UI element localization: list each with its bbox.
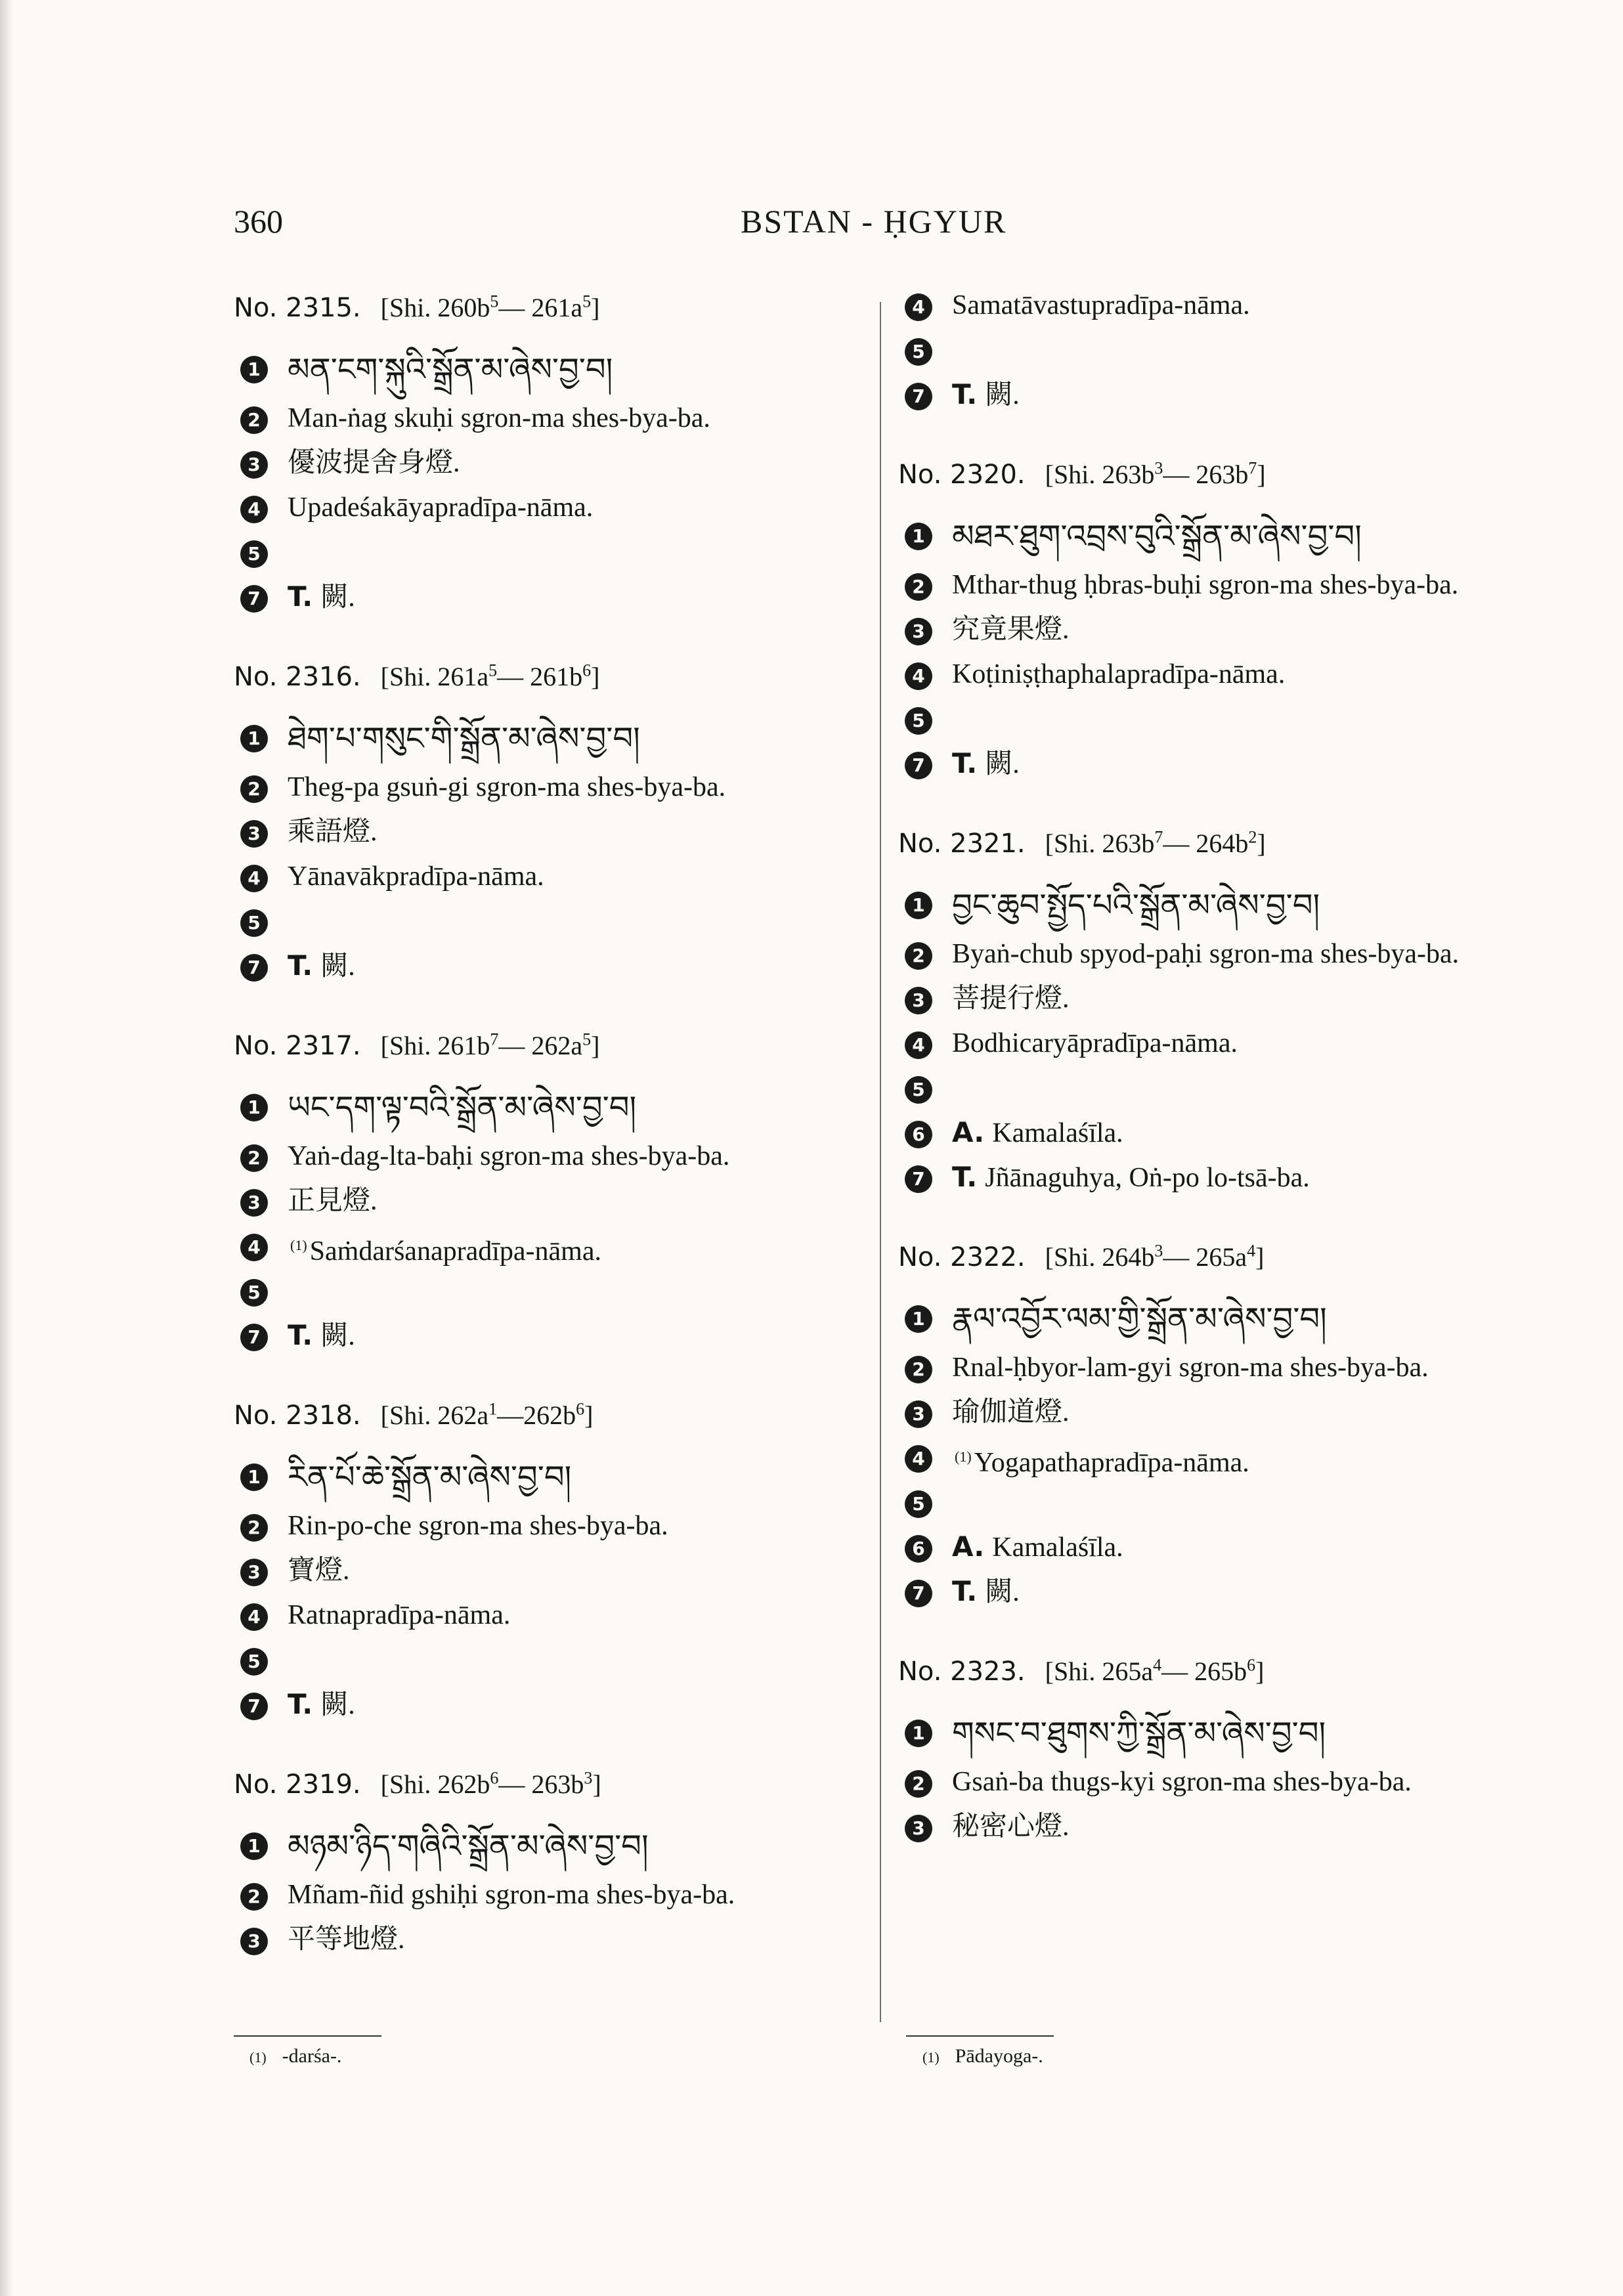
footnote-rule-left — [234, 2035, 381, 2037]
field-row — [898, 1068, 1542, 1113]
folio-text: — 263b — [1163, 460, 1249, 489]
folio-line-superscript: 2 — [1248, 827, 1257, 847]
field-value — [288, 1506, 668, 1546]
field-number-7: 7 — [240, 954, 268, 982]
field-row — [898, 1024, 1542, 1068]
folio-text: — 265a — [1163, 1242, 1247, 1272]
field-row — [898, 1348, 1542, 1393]
field-number-1: 1 — [905, 1720, 932, 1747]
page-edge-shadow — [0, 0, 13, 2296]
field-value — [288, 1551, 350, 1590]
entry-number: No. 2321. — [898, 829, 1026, 859]
folio-text: ] — [1257, 460, 1266, 489]
field-row — [234, 812, 890, 857]
field-row — [234, 946, 890, 991]
catalogue-entry — [898, 828, 1542, 1202]
entry-number: No. 2320. — [898, 460, 1026, 490]
field-value — [288, 577, 355, 617]
folio-line-superscript: 6 — [582, 661, 592, 680]
field-row — [234, 1316, 890, 1360]
field-number-3: 3 — [240, 820, 268, 848]
field-row — [234, 1920, 890, 1964]
entry-number: No. 2315. — [234, 293, 361, 323]
catalogue-entry — [234, 292, 890, 622]
field-value — [952, 1572, 1020, 1612]
field-number-4: 4 — [905, 1445, 932, 1473]
entry-heading — [898, 828, 1542, 867]
folio-line-superscript: 3 — [1154, 1241, 1163, 1261]
field-value — [288, 443, 460, 483]
field-number-7: 7 — [905, 1165, 932, 1193]
field-row — [898, 1483, 1542, 1527]
field-row — [898, 699, 1542, 744]
field-row-tibetan — [234, 1817, 890, 1875]
tibetan-title: མན་ངག་སྐུའི་སྒྲོན་མ་ཞེས་བྱ་བ། — [288, 351, 613, 388]
field-number-7: 7 — [905, 1580, 932, 1607]
folio-text: [Shi. 263b — [1045, 829, 1155, 858]
entry-number: No. 2322. — [898, 1242, 1026, 1272]
footnote-right — [922, 2045, 1043, 2068]
field-text: Yānavākpradīpa-nāma. — [288, 861, 544, 892]
catalogue-entry — [898, 1242, 1542, 1616]
field-text: Saṁdarśanapradīpa-nāma. — [309, 1236, 601, 1267]
folio-text: ] — [1255, 1242, 1265, 1272]
field-number-3: 3 — [905, 1815, 932, 1842]
field-text: 闕. — [320, 951, 355, 982]
field-number-4: 4 — [905, 662, 932, 690]
field-number-7: 7 — [240, 585, 268, 613]
catalogue-entry — [234, 661, 890, 991]
field-value — [952, 655, 1285, 694]
field-number-5: 5 — [240, 540, 268, 568]
role-letter: T. — [952, 747, 978, 779]
field-row — [898, 375, 1542, 420]
field-value — [288, 812, 378, 852]
field-row — [898, 1437, 1542, 1483]
running-title: BSTAN - ḤGYUR — [741, 203, 1007, 240]
field-text: Theg-pa gsuṅ-gi sgron-ma shes-bya-ba. — [288, 772, 726, 802]
field-row — [234, 399, 890, 443]
field-number-7: 7 — [905, 752, 932, 779]
field-text: 闕. — [985, 1577, 1020, 1607]
folio-text: — 261b — [497, 662, 583, 691]
footnote-number: (1) — [922, 2049, 940, 2066]
field-row — [234, 901, 890, 946]
field-number-3: 3 — [905, 618, 932, 645]
field-row-tibetan — [234, 1079, 890, 1137]
field-value — [288, 768, 725, 807]
field-row — [898, 1527, 1542, 1572]
field-text: Yaṅ-dag-lta-baḥi sgron-ma shes-bya-ba. — [288, 1141, 730, 1171]
right-column — [898, 292, 1542, 1891]
field-text: Samatāvastupradīpa-nāma. — [952, 290, 1250, 320]
field-text: Mthar-thug ḥbras-buḥi sgron-ma shes-bya-ba. — [952, 570, 1459, 600]
field-row — [898, 1572, 1542, 1616]
field-row — [234, 1685, 890, 1729]
field-number-5: 5 — [905, 1490, 932, 1518]
field-value — [952, 1762, 1412, 1802]
tibetan-title: རིན་པོ་ཆེ་སྒྲོན་མ་ཞེས་བྱ་བ། — [288, 1459, 572, 1496]
folio-text: [Shi. 262a — [380, 1400, 489, 1430]
field-number-6: 6 — [905, 1535, 932, 1563]
field-value — [288, 857, 544, 896]
role-letter: A. — [952, 1530, 985, 1563]
field-value — [952, 1348, 1429, 1387]
folio-line-superscript: 7 — [1154, 827, 1163, 847]
field-number-2: 2 — [905, 1356, 932, 1383]
field-text: 究竟果燈. — [952, 615, 1070, 645]
folio-line-superscript: 5 — [582, 1029, 592, 1049]
folio-reference — [1045, 828, 1266, 859]
field-number-5: 5 — [905, 338, 932, 366]
field-text: 闕. — [320, 582, 355, 613]
field-number-4: 4 — [240, 1234, 268, 1261]
entry-heading — [234, 1400, 890, 1439]
folio-line-superscript: 4 — [1153, 1655, 1162, 1675]
field-value — [288, 1316, 355, 1356]
entry-heading — [234, 1030, 890, 1070]
footnote-text: -darśa-. — [282, 2045, 342, 2067]
tibetan-title: ཡང་དག་ལྟ་བའི་སྒྲོན་མ་ཞེས་བྱ་བ། — [288, 1089, 637, 1126]
field-row — [898, 286, 1542, 330]
footnote-left — [249, 2045, 341, 2068]
entry-heading — [898, 1656, 1542, 1695]
field-row — [898, 1158, 1542, 1202]
field-text: Mñam-ñid gshiḥi sgron-ma shes-bya-ba. — [288, 1880, 735, 1910]
field-row — [234, 488, 890, 532]
field-number-3: 3 — [240, 1189, 268, 1217]
field-row — [898, 1762, 1542, 1807]
field-value — [288, 488, 593, 527]
field-number-2: 2 — [240, 775, 268, 803]
role-letter: T. — [288, 1319, 313, 1351]
field-text: Ratnapradīpa-nāma. — [288, 1600, 511, 1630]
tibetan-title: མཐར་ཐུག་འབྲས་བུའི་སྒྲོན་མ་ཞེས་བྱ་བ། — [952, 518, 1362, 555]
folio-text: [Shi. 261a — [380, 662, 489, 691]
field-text: Bodhicaryāpradīpa-nāma. — [952, 1028, 1238, 1058]
column-divider — [880, 302, 881, 2022]
field-row — [898, 1393, 1542, 1437]
field-value — [952, 934, 1459, 974]
footnote-marker: (1) — [290, 1237, 307, 1253]
field-number-1: 1 — [905, 892, 932, 919]
field-text: 寶燈. — [288, 1555, 350, 1586]
folio-text: [Shi. 260b — [380, 293, 490, 322]
folio-text: —262b — [497, 1400, 576, 1430]
role-letter: T. — [288, 949, 313, 982]
field-row — [234, 1137, 890, 1181]
field-value — [952, 1113, 1123, 1153]
field-number-4: 4 — [905, 293, 932, 321]
field-text: 優波提舍身燈. — [288, 448, 460, 478]
catalogue-entry — [234, 1030, 890, 1360]
folio-line-superscript: 5 — [488, 661, 498, 680]
tibetan-title: རྣལ་འབྱོར་ལམ་གྱི་སྒྲོན་མ་ཞེས་བྱ་བ། — [952, 1301, 1327, 1337]
field-value — [288, 1920, 405, 1959]
role-letter: T. — [288, 1688, 313, 1720]
folio-line-superscript: 6 — [576, 1399, 585, 1419]
field-number-5: 5 — [905, 707, 932, 735]
field-number-3: 3 — [240, 1559, 268, 1586]
field-number-3: 3 — [905, 1400, 932, 1428]
folio-text: — 261a — [498, 293, 583, 322]
field-number-4: 4 — [240, 865, 268, 892]
footnote-number: (1) — [249, 2049, 267, 2066]
field-text: 正見燈. — [288, 1186, 378, 1216]
folio-reference — [381, 1769, 601, 1800]
tibetan-title: ཐེག་པ་གསུང་གི་སྒྲོན་མ་ཞེས་བྱ་བ། — [288, 720, 640, 757]
field-row-tibetan — [898, 877, 1542, 934]
field-value — [288, 1226, 601, 1271]
field-value — [952, 1024, 1238, 1063]
field-number-6: 6 — [905, 1121, 932, 1148]
field-row — [898, 655, 1542, 699]
folio-text: [Shi. 261b — [380, 1031, 490, 1060]
folio-text: [Shi. 263b — [1045, 460, 1155, 489]
field-text: 闕. — [985, 380, 1020, 410]
folio-text: — 262a — [498, 1031, 583, 1060]
field-number-2: 2 — [240, 1883, 268, 1911]
field-text: 闕. — [320, 1321, 355, 1351]
folio-text: — 263b — [498, 1769, 584, 1799]
field-number-2: 2 — [240, 406, 268, 434]
entry-heading — [234, 1769, 890, 1808]
field-number-1: 1 — [240, 1832, 268, 1860]
field-value — [952, 1807, 1070, 1846]
footnote-text: Pādayoga-. — [955, 2045, 1043, 2067]
field-row-tibetan — [898, 1704, 1542, 1762]
field-text: 乘語燈. — [288, 817, 378, 847]
field-number-5: 5 — [240, 1648, 268, 1676]
field-value — [288, 1875, 735, 1915]
field-row — [234, 577, 890, 622]
field-number-2: 2 — [905, 1770, 932, 1798]
field-value — [952, 1393, 1070, 1432]
field-row — [234, 768, 890, 812]
field-row-tibetan — [234, 1448, 890, 1506]
field-number-5: 5 — [240, 1279, 268, 1307]
folio-text: ] — [591, 662, 600, 691]
field-row — [898, 330, 1542, 375]
field-row-tibetan — [898, 1290, 1542, 1348]
field-value — [288, 1181, 378, 1221]
field-row — [898, 979, 1542, 1024]
field-value — [952, 1158, 1310, 1198]
field-row — [234, 1551, 890, 1595]
entry-number: No. 2317. — [234, 1031, 361, 1061]
field-number-3: 3 — [240, 451, 268, 479]
folio-reference — [381, 1030, 600, 1061]
field-text: Kamalaśīla. — [992, 1118, 1123, 1148]
field-number-4: 4 — [240, 496, 268, 523]
field-number-1: 1 — [240, 725, 268, 752]
field-text: Koṭiniṣṭhaphalapradīpa-nāma. — [952, 659, 1286, 689]
field-number-2: 2 — [905, 573, 932, 601]
folio-line-superscript: 5 — [490, 292, 499, 311]
field-number-5: 5 — [905, 1076, 932, 1104]
catalogue-entry — [234, 1400, 890, 1729]
tibetan-title: གསང་བ་ཐུགས་ཀྱི་སྒྲོན་མ་ཞེས་བྱ་བ། — [952, 1715, 1326, 1752]
field-row — [234, 1595, 890, 1640]
field-row — [898, 1807, 1542, 1852]
entry-number: No. 2323. — [898, 1657, 1026, 1687]
role-letter: T. — [952, 1161, 978, 1193]
folio-reference — [1045, 1242, 1265, 1272]
entry-heading — [234, 661, 890, 701]
field-row — [898, 1113, 1542, 1158]
folio-reference — [1045, 459, 1266, 490]
field-row — [898, 744, 1542, 789]
field-text: Gsaṅ-ba thugs-kyi sgron-ma shes-bya-ba. — [952, 1767, 1412, 1797]
field-number-3: 3 — [905, 987, 932, 1014]
field-number-1: 1 — [240, 356, 268, 383]
field-row — [898, 565, 1542, 610]
field-value — [952, 610, 1070, 649]
folio-line-superscript: 6 — [490, 1768, 499, 1788]
field-number-2: 2 — [905, 942, 932, 970]
field-row — [234, 1506, 890, 1551]
catalogue-entry — [898, 459, 1542, 789]
field-number-1: 1 — [905, 523, 932, 550]
folio-line-superscript: 3 — [584, 1768, 593, 1788]
entry-number: No. 2316. — [234, 662, 361, 692]
folio-reference — [381, 1400, 594, 1431]
field-value — [288, 1137, 729, 1176]
left-column — [234, 292, 890, 2004]
field-number-2: 2 — [240, 1144, 268, 1172]
folio-text: [Shi. 264b — [1045, 1242, 1155, 1272]
folio-text: ] — [584, 1400, 594, 1430]
folio-text: ] — [591, 1031, 600, 1060]
catalogue-entry — [234, 1769, 890, 1964]
folio-reference — [381, 661, 600, 692]
field-number-1: 1 — [905, 1305, 932, 1333]
field-number-4: 4 — [240, 1603, 268, 1631]
field-text: 闕. — [320, 1690, 355, 1720]
field-number-7: 7 — [905, 383, 932, 410]
folio-text: ] — [592, 1769, 601, 1799]
field-number-1: 1 — [240, 1094, 268, 1121]
field-row-tibetan — [234, 341, 890, 399]
folio-text: [Shi. 262b — [380, 1769, 490, 1799]
role-letter: T. — [288, 580, 313, 613]
entry-heading — [898, 1242, 1542, 1281]
folio-line-superscript: 7 — [1248, 458, 1257, 478]
field-value — [288, 946, 355, 986]
field-row — [234, 1875, 890, 1920]
field-text: 瑜伽道燈. — [952, 1397, 1070, 1427]
footnote-marker: (1) — [955, 1448, 972, 1465]
field-value — [288, 399, 710, 438]
role-letter: T. — [952, 1575, 978, 1607]
field-text: Rnal-ḥbyor-lam-gyi sgron-ma shes-bya-ba. — [952, 1353, 1429, 1383]
field-value — [952, 1437, 1249, 1483]
tibetan-title: བྱང་ཆུབ་སྤྱོད་པའི་སྒྲོན་མ་ཞེས་བྱ་བ། — [952, 887, 1320, 924]
field-text: 平等地燈. — [288, 1924, 405, 1955]
folio-text: — 264b — [1163, 829, 1249, 858]
entry-continuation — [898, 286, 1542, 420]
page-number: 360 — [234, 203, 283, 240]
folio-line-superscript: 5 — [582, 292, 592, 311]
field-value — [288, 1595, 510, 1635]
field-number-2: 2 — [240, 1514, 268, 1542]
folio-text: — 265b — [1161, 1657, 1247, 1686]
field-text: Man-ṅag skuḥi sgron-ma shes-bya-ba. — [288, 403, 710, 433]
field-value — [952, 1527, 1123, 1567]
tibetan-title: མཉམ་ཉིད་གཞིའི་སྒྲོན་མ་ཞེས་བྱ་བ། — [288, 1828, 649, 1865]
field-number-3: 3 — [240, 1928, 268, 1955]
folio-text: ] — [591, 293, 600, 322]
role-letter: T. — [952, 378, 978, 410]
field-value — [952, 286, 1250, 325]
field-text: Kamalaśīla. — [992, 1532, 1123, 1563]
field-text: Yogapathapradīpa-nāma. — [974, 1448, 1249, 1478]
folio-line-superscript: 3 — [1154, 458, 1163, 478]
field-value — [952, 744, 1020, 784]
field-number-5: 5 — [240, 909, 268, 937]
field-row — [898, 934, 1542, 979]
entry-heading — [898, 459, 1542, 498]
field-text: Upadeśakāyapradīpa-nāma. — [288, 492, 594, 523]
role-letter: A. — [952, 1116, 985, 1148]
field-row-tibetan — [898, 508, 1542, 565]
field-number-7: 7 — [240, 1693, 268, 1720]
entry-number: No. 2319. — [234, 1769, 361, 1800]
folio-line-superscript: 4 — [1247, 1241, 1256, 1261]
field-row — [234, 1226, 890, 1271]
field-value — [952, 375, 1020, 415]
field-value — [952, 565, 1458, 605]
entry-heading — [234, 292, 890, 332]
field-text: Byaṅ-chub spyod-paḥi sgron-ma shes-bya-ba. — [952, 939, 1460, 969]
folio-reference — [381, 292, 600, 323]
folio-text: ] — [1257, 829, 1266, 858]
field-value — [952, 979, 1070, 1018]
folio-text: ] — [1255, 1657, 1265, 1686]
footnote-rule-right — [906, 2035, 1054, 2037]
field-row — [234, 1181, 890, 1226]
field-text: 秘密心燈. — [952, 1811, 1070, 1842]
field-row — [234, 1271, 890, 1316]
folio-line-superscript: 7 — [490, 1029, 499, 1049]
field-text: Rin-po-che sgron-ma shes-bya-ba. — [288, 1511, 668, 1541]
field-row — [234, 857, 890, 901]
field-number-4: 4 — [905, 1031, 932, 1059]
field-row — [898, 610, 1542, 655]
folio-reference — [1045, 1656, 1265, 1687]
field-row — [234, 1640, 890, 1685]
field-number-7: 7 — [240, 1324, 268, 1351]
field-text: 菩提行燈. — [952, 984, 1070, 1014]
folio-text: [Shi. 265a — [1045, 1657, 1154, 1686]
entry-number: No. 2318. — [234, 1400, 361, 1431]
field-number-1: 1 — [240, 1463, 268, 1491]
field-row — [234, 443, 890, 488]
field-text: Jñānaguhya, Oṅ-po lo-tsā-ba. — [985, 1163, 1310, 1193]
folio-line-superscript: 1 — [488, 1399, 498, 1419]
field-row-tibetan — [234, 710, 890, 768]
folio-line-superscript: 6 — [1247, 1655, 1256, 1675]
field-value — [288, 1685, 355, 1725]
catalogue-entry — [898, 1656, 1542, 1852]
field-text: 闕. — [985, 749, 1020, 779]
field-row — [234, 532, 890, 577]
